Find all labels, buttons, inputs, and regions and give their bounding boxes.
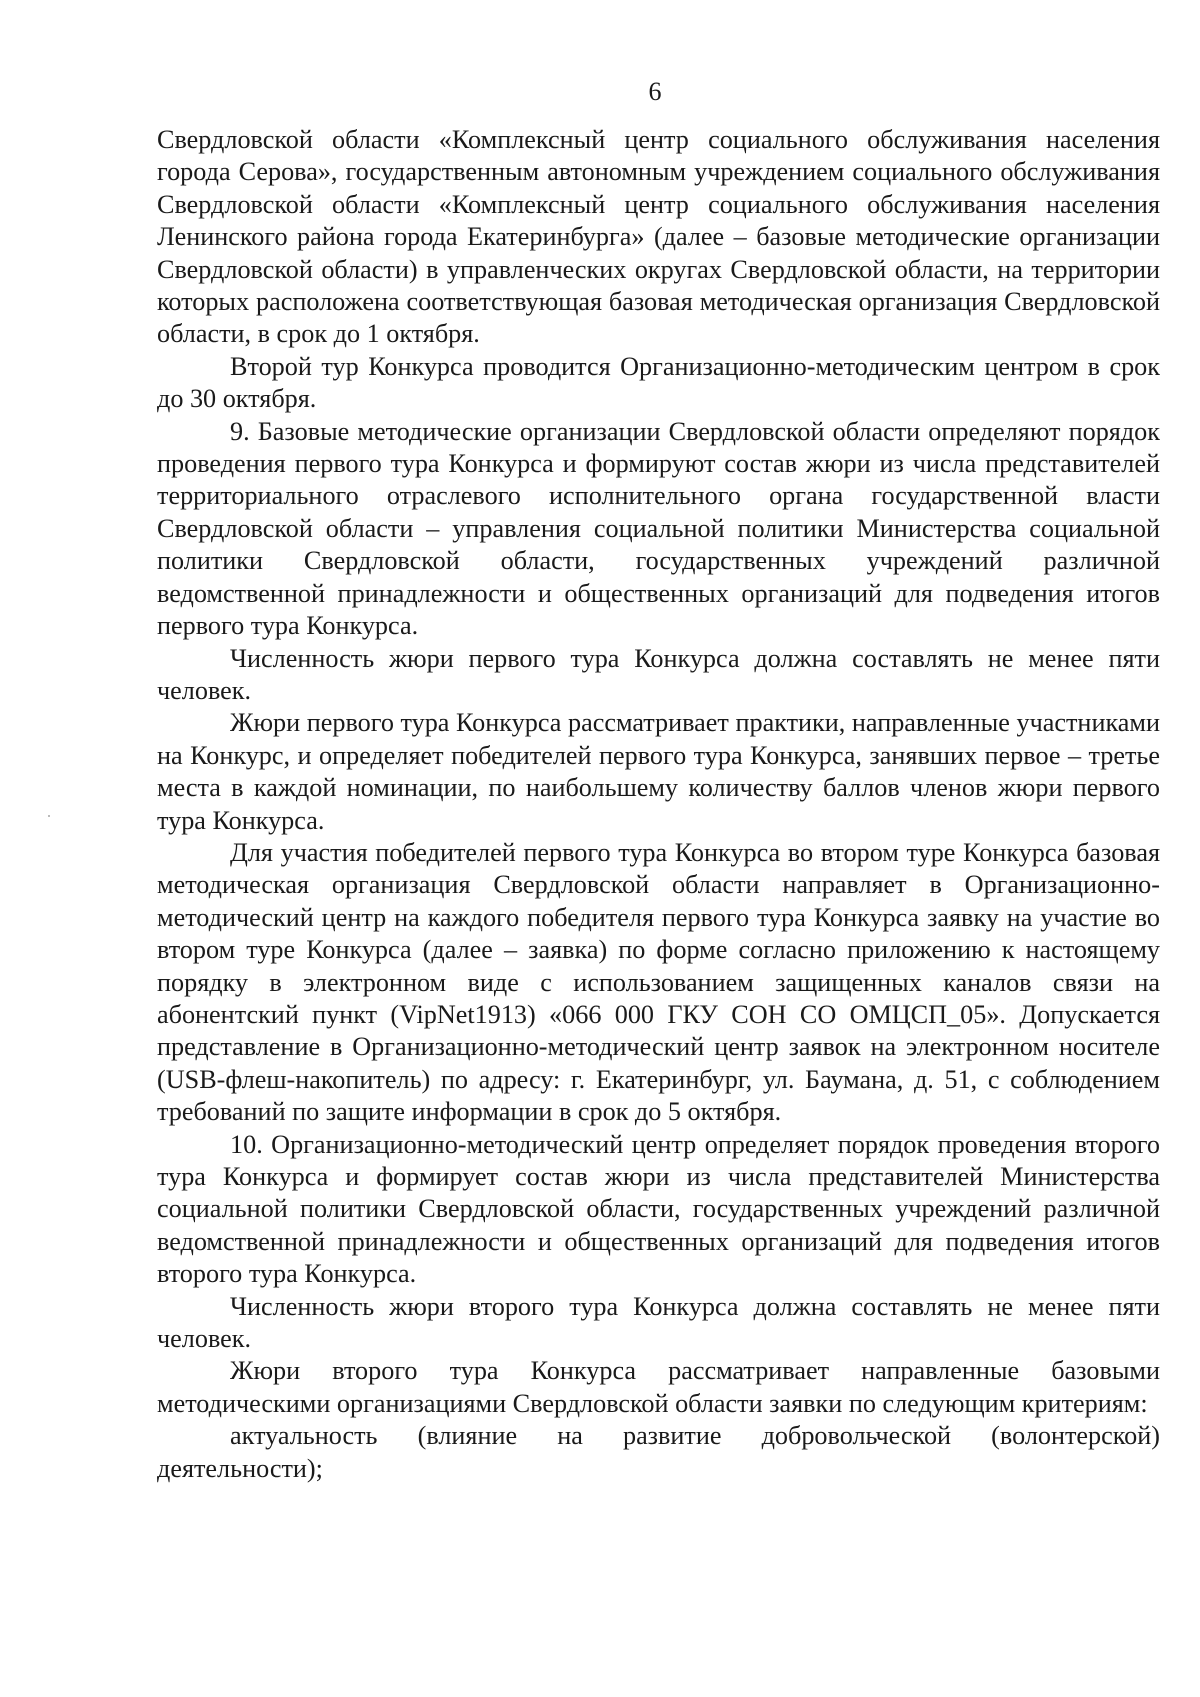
paragraph-criterion-relevance: актуальность (влияние на развитие добровольческой (волонтерской) деятельности); <box>157 1421 1160 1483</box>
paragraph-second-jury-size: Численность жюри второго тура Конкурса должна составлять не менее пяти человек. <box>157 1291 1160 1354</box>
paragraph-first-jury-review: Жюри первого тура Конкурса рассматривает практики, направленные участниками на Конкурс, и определяет победителей первого тура Конкурса, занявших первое – третье места в каждой номинации, по наибольшему количеству баллов членов жюри первого тура Конкурса. <box>157 708 1160 835</box>
paragraph-first-jury-size: Численность жюри первого тура Конкурса должна составлять не менее пяти человек. <box>157 643 1160 705</box>
scan-artifact <box>48 815 50 817</box>
paragraph-second-jury-criteria: Жюри второго тура Конкурса рассматривает направленные базовыми методическими организациями Свердловской области заявки по следующим критериям: <box>157 1356 1160 1418</box>
paragraph-item-10: 10. Организационно-методический центр определяет порядок проведения второго тура Конкурса и формирует состав жюри из числа представителей Министерства социальной политики Свердловской области, государственных учреждений различной ведомственной принадлежности и общественных организаций для подведения итогов второго тура Конкурса. <box>157 1129 1160 1289</box>
paragraph-continuation: Свердловской области «Комплексный центр социального обслуживания населения города Серова», государственным автономным учреждением социального обслуживания Свердловской области «Комплексный центр социального обслуживания населения Ленинского района города Екатеринбурга» (далее – базовые методические организации Свердловской области) в управленческих округах Свердловской области, на территории которых расположена соответствующая базовая методическая организация Свердловской области, в срок до 1 октября. <box>157 125 1160 349</box>
page-number: 6 <box>648 77 662 106</box>
paragraph-item-9: 9. Базовые методические организации Свердловской области определяют порядок проведения первого тура Конкурса и формируют состав жюри из числа представителей территориального отраслевого исполнительного органа государственной власти Свердловской области – управления социальной политики Министерства социальной политики Свердловской области, государственных учреждений различной ведомственной принадлежности и общественных организаций для подведения итогов первого тура Конкурса. <box>157 416 1160 641</box>
paragraph-application-submission: Для участия победителей первого тура Конкурса во втором туре Конкурса базовая методическая организация Свердловской области направляет в Организационно-методический центр на каждого победителя первого тура Конкурса заявку на участие во втором туре Конкурса (далее – заявка) по форме согласно приложению к настоящему порядку в электронном виде с использованием защищенных каналов связи на абонентский пункт (VipNet1913) «066 000 ГКУ СОН СО ОМЦСП_05». Допускается представление в Организационно-методический центр заявок на электронном носителе (USB-флеш-накопитель) по адресу: г. Екатеринбург, ул. Баумана, д. 51, с соблюдением требований по защите информации в срок до 5 октября. <box>157 837 1160 1127</box>
document-body <box>157 124 1160 1485</box>
paragraph-second-round-deadline: Второй тур Конкурса проводится Организационно-методическим центром в срок до 30 октября. <box>157 351 1160 414</box>
